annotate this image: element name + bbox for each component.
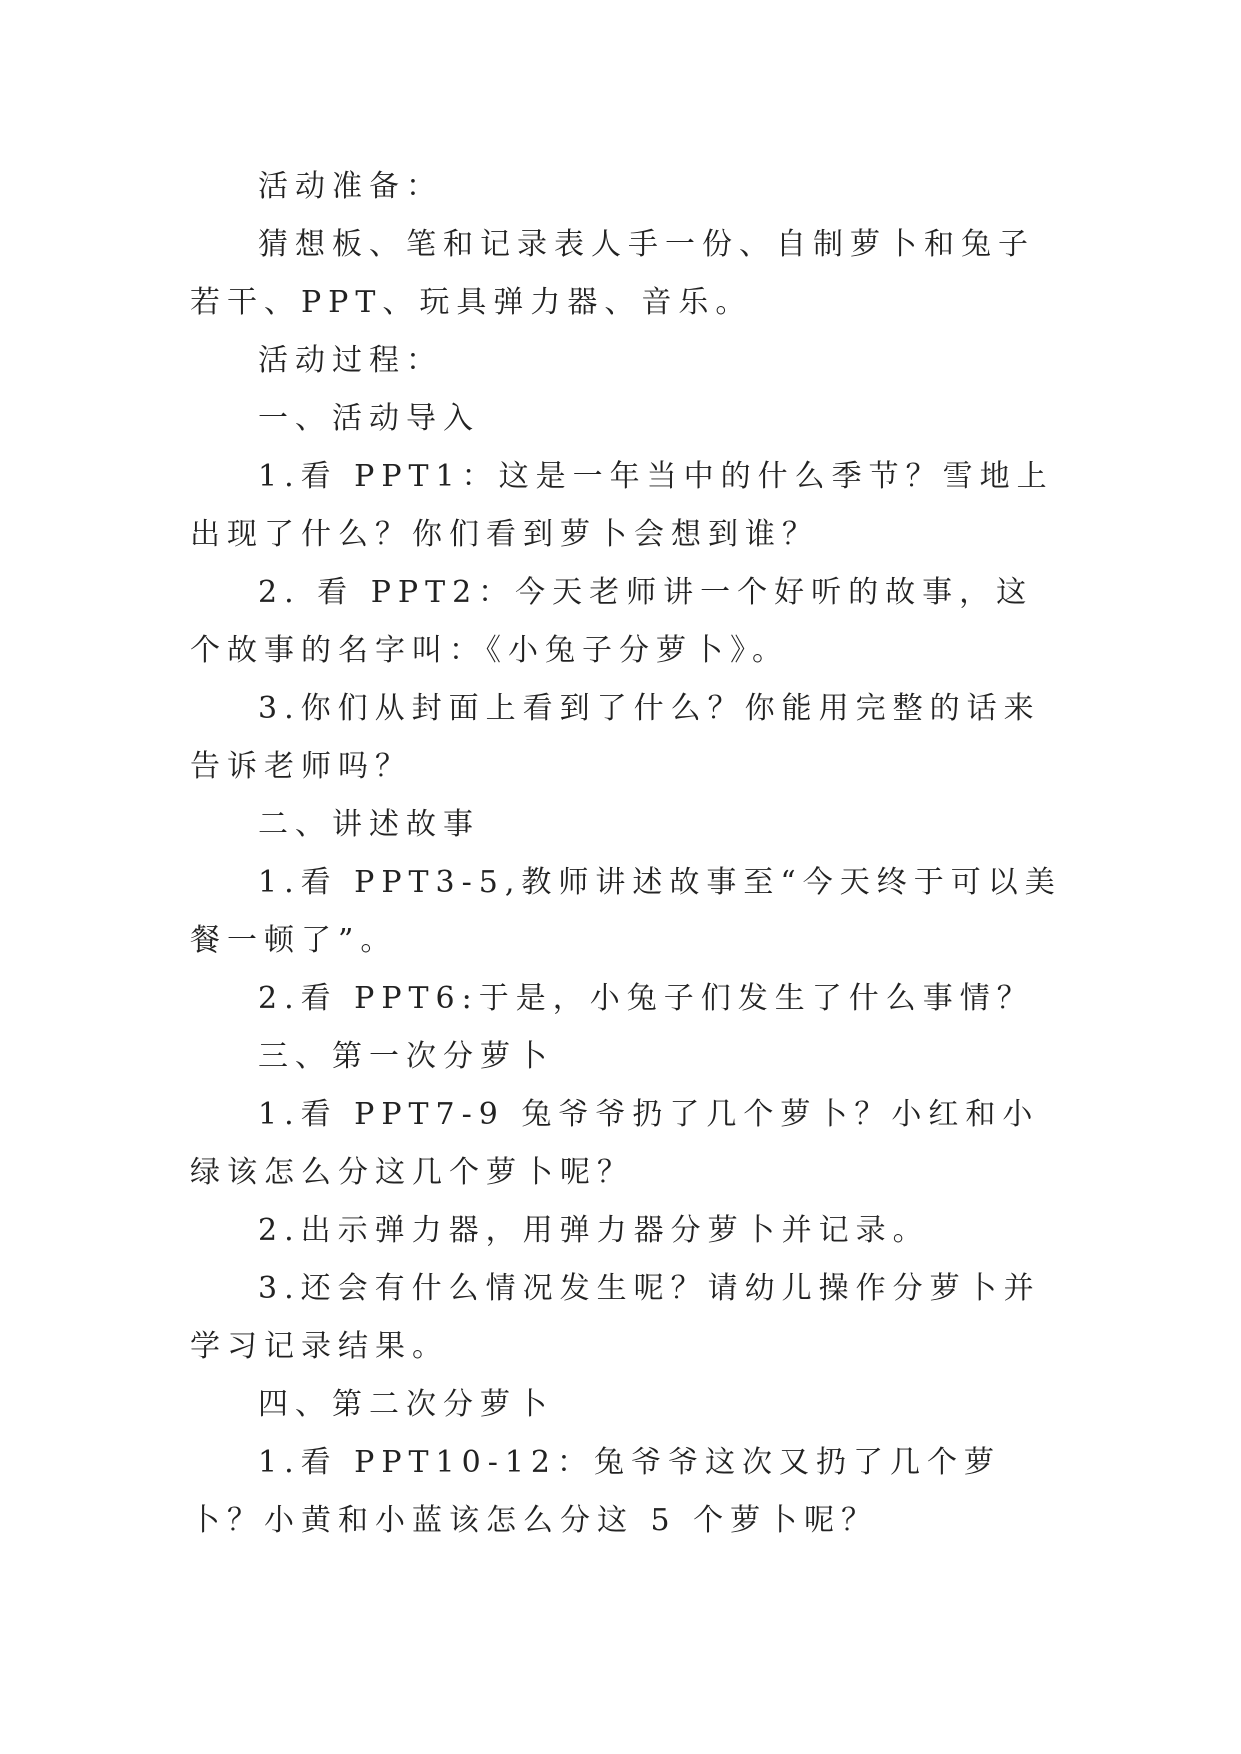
paragraph-step: 1.看 PPT10-12：兔爷爷这次又扔了几个萝卜？小黄和小蓝该怎么分这 5 个萝卜呢？: [190, 1445, 1002, 1538]
paragraph-step: 3.还会有什么情况发生呢？请幼儿操作分萝卜并学习记录结果。: [190, 1271, 1041, 1364]
paragraph-step: 1.看 PPT7-9 兔爷爷扔了几个萝卜？小红和小绿该怎么分这几个萝卜呢？: [190, 1097, 1040, 1190]
section-heading-3: 三、第一次分萝卜: [258, 1039, 554, 1074]
section-heading-2: 二、讲述故事: [258, 807, 480, 842]
paragraph-step: 2.看 PPT6:于是，小兔子们发生了什么事情？: [258, 981, 1034, 1016]
paragraph-preparation-heading: 活动准备：: [258, 169, 443, 204]
paragraph-step: 3.你们从封面上看到了什么？你能用完整的话来告诉老师吗？: [190, 691, 1041, 784]
paragraph-materials: 猜想板、笔和记录表人手一份、自制萝卜和兔子若干、PPT、玩具弹力器、音乐。: [190, 227, 1035, 320]
paragraph-process-heading: 活动过程：: [258, 343, 443, 378]
paragraph-step: 2.出示弹力器，用弹力器分萝卜并记录。: [258, 1213, 930, 1248]
paragraph-step: 2. 看 PPT2：今天老师讲一个好听的故事，这个故事的名字叫：《小兔子分萝卜》。: [190, 575, 1034, 668]
section-heading-1: 一、活动导入: [258, 401, 480, 436]
paragraph-step: 1.看 PPT1：这是一年当中的什么季节？雪地上出现了什么？你们看到萝卜会想到谁？: [190, 459, 1054, 552]
paragraph-step: 1.看 PPT3-5,教师讲述故事至“今天终于可以美餐一顿了”。: [190, 865, 1062, 958]
section-heading-4: 四、第二次分萝卜: [258, 1387, 554, 1422]
document-body: [190, 158, 1070, 1550]
